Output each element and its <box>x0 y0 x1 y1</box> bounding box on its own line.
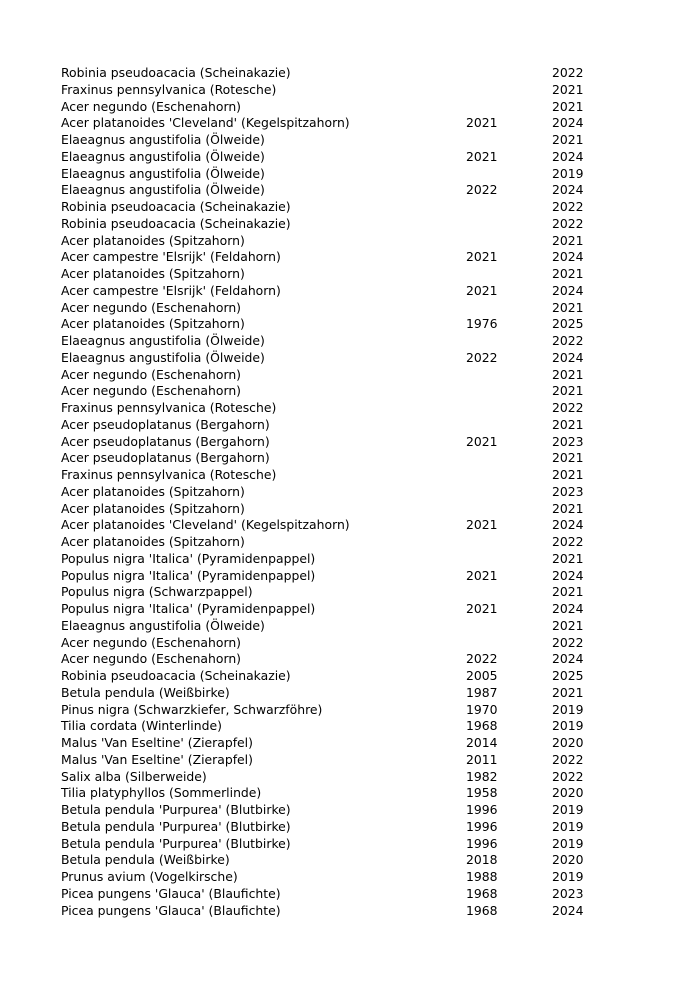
species-cell: Acer platanoides (Spitzahorn) <box>61 232 245 248</box>
species-cell: Betula pendula 'Purpurea' (Blutbirke) <box>61 818 291 834</box>
inspection-year-cell: 2019 <box>552 869 584 884</box>
planting-year-cell: 2021 <box>466 601 498 616</box>
inspection-year-cell: 2021 <box>552 467 584 482</box>
species-cell: Acer negundo (Eschenahorn) <box>61 98 242 114</box>
inspection-year-cell: 2020 <box>552 785 584 801</box>
species-cell: Elaeagnus angustifolia (Ölweide) <box>61 182 265 198</box>
table-row <box>61 216 601 233</box>
planting-year-cell: 2021 <box>466 282 498 298</box>
species-cell: Populus nigra (Schwarzpappel) <box>61 584 253 600</box>
species-cell: Robinia pseudoacacia (Scheinakazie) <box>61 215 291 231</box>
planting-year-cell: 1976 <box>466 316 498 332</box>
table-row <box>61 618 601 635</box>
inspection-year-cell: 2021 <box>552 383 584 399</box>
inspection-year-cell: 2021 <box>552 132 584 147</box>
planting-year-cell: 2022 <box>466 349 498 365</box>
table-row <box>61 668 601 685</box>
species-cell: Acer campestre 'Elsrijk' (Feldahorn) <box>61 249 281 265</box>
species-cell: Acer platanoides 'Cleveland' (Kegelspitzahorn) <box>61 517 350 533</box>
inspection-year-cell: 2022 <box>552 400 584 415</box>
species-cell: Tilia cordata (Winterlinde) <box>61 718 222 734</box>
inspection-year-cell: 2021 <box>552 550 584 566</box>
planting-year-cell: 2021 <box>466 517 498 533</box>
species-cell: Robinia pseudoacacia (Scheinakazie) <box>61 65 291 80</box>
table-row <box>61 769 601 786</box>
planting-year-cell: 1982 <box>466 768 498 784</box>
species-cell: Robinia pseudoacacia (Scheinakazie) <box>61 668 291 683</box>
table-row <box>61 199 601 216</box>
table-row <box>61 350 601 367</box>
table-row <box>61 367 601 384</box>
table-row <box>61 819 601 836</box>
planting-year-cell: 2018 <box>466 852 498 868</box>
inspection-year-cell: 2024 <box>552 601 584 616</box>
species-cell: Betula pendula 'Purpurea' (Blutbirke) <box>61 802 291 817</box>
species-cell: Elaeagnus angustifolia (Ölweide) <box>61 132 265 147</box>
inspection-year-cell: 2019 <box>552 802 584 817</box>
planting-year-cell: 2021 <box>466 249 498 265</box>
planting-year-cell: 2022 <box>466 182 498 198</box>
species-cell: Betula pendula (Weißbirke) <box>61 852 230 868</box>
inspection-year-cell: 2020 <box>552 735 584 750</box>
planting-year-cell: 1996 <box>466 802 498 817</box>
inspection-year-cell: 2019 <box>552 701 584 717</box>
table-row <box>61 166 601 183</box>
inspection-year-cell: 2021 <box>552 98 584 114</box>
species-cell: Acer pseudoplatanus (Bergahorn) <box>61 450 270 466</box>
inspection-year-cell: 2022 <box>552 333 584 348</box>
table-row <box>61 484 601 501</box>
species-cell: Populus nigra 'Italica' (Pyramidenpappel) <box>61 567 316 583</box>
planting-year-cell: 1968 <box>466 902 498 918</box>
inspection-year-cell: 2024 <box>552 567 584 583</box>
inspection-year-cell: 2022 <box>552 634 584 650</box>
species-cell: Elaeagnus angustifolia (Ölweide) <box>61 617 265 633</box>
table-row <box>61 115 601 132</box>
inspection-year-cell: 2019 <box>552 835 584 851</box>
inspection-year-cell: 2021 <box>552 266 584 281</box>
table-row <box>61 852 601 869</box>
inspection-year-cell: 2021 <box>552 450 584 466</box>
table-row <box>61 635 601 652</box>
inspection-year-cell: 2021 <box>552 81 584 97</box>
table-row <box>61 785 601 802</box>
species-cell: Prunus avium (Vogelkirsche) <box>61 869 238 884</box>
species-cell: Acer pseudoplatanus (Bergahorn) <box>61 416 270 432</box>
species-cell: Betula pendula 'Purpurea' (Blutbirke) <box>61 835 291 851</box>
species-cell: Populus nigra 'Italica' (Pyramidenpappel) <box>61 601 316 616</box>
table-row <box>61 517 601 534</box>
table-row <box>61 132 601 149</box>
species-cell: Picea pungens 'Glauca' (Blaufichte) <box>61 902 281 918</box>
inspection-year-cell: 2019 <box>552 818 584 834</box>
inspection-year-cell: 2024 <box>552 902 584 918</box>
planting-year-cell: 1968 <box>466 885 498 901</box>
planting-year-cell: 1987 <box>466 684 498 700</box>
species-cell: Fraxinus pennsylvanica (Rotesche) <box>61 81 277 97</box>
inspection-year-cell: 2021 <box>552 299 584 315</box>
species-cell: Elaeagnus angustifolia (Ölweide) <box>61 165 265 181</box>
table-row <box>61 316 601 333</box>
species-cell: Salix alba (Silberweide) <box>61 768 207 784</box>
table-row <box>61 467 601 484</box>
table-row <box>61 869 601 886</box>
planting-year-cell: 2021 <box>466 567 498 583</box>
inspection-year-cell: 2021 <box>552 416 584 432</box>
inspection-year-cell: 2021 <box>552 232 584 248</box>
table-row <box>61 434 601 451</box>
table-row <box>61 383 601 400</box>
species-cell: Picea pungens 'Glauca' (Blaufichte) <box>61 885 281 901</box>
species-cell: Acer campestre 'Elsrijk' (Feldahorn) <box>61 282 281 298</box>
species-cell: Malus 'Van Eseltine' (Zierapfel) <box>61 735 253 750</box>
species-cell: Acer platanoides (Spitzahorn) <box>61 266 245 281</box>
inspection-year-cell: 2021 <box>552 684 584 700</box>
planting-year-cell: 1996 <box>466 835 498 851</box>
inspection-year-cell: 2024 <box>552 651 584 667</box>
table-row <box>61 333 601 350</box>
inspection-year-cell: 2022 <box>552 751 584 767</box>
table-row <box>61 568 601 585</box>
species-cell: Acer platanoides (Spitzahorn) <box>61 316 245 332</box>
table-row <box>61 99 601 116</box>
species-cell: Elaeagnus angustifolia (Ölweide) <box>61 349 265 365</box>
table-row <box>61 249 601 266</box>
species-cell: Fraxinus pennsylvanica (Rotesche) <box>61 467 277 482</box>
species-cell: Acer pseudoplatanus (Bergahorn) <box>61 433 270 449</box>
species-cell: Acer negundo (Eschenahorn) <box>61 383 242 399</box>
species-cell: Acer negundo (Eschenahorn) <box>61 366 242 382</box>
inspection-year-cell: 2024 <box>552 249 584 265</box>
table-row <box>61 551 601 568</box>
tree-list-table <box>61 65 601 919</box>
planting-year-cell: 1988 <box>466 869 498 884</box>
species-cell: Acer platanoides (Spitzahorn) <box>61 483 245 499</box>
species-cell: Fraxinus pennsylvanica (Rotesche) <box>61 400 277 415</box>
planting-year-cell: 2014 <box>466 735 498 750</box>
table-row <box>61 182 601 199</box>
planting-year-cell: 2022 <box>466 651 498 667</box>
table-row <box>61 752 601 769</box>
inspection-year-cell: 2021 <box>552 366 584 382</box>
planting-year-cell: 2021 <box>466 433 498 449</box>
inspection-year-cell: 2019 <box>552 165 584 181</box>
planting-year-cell: 1958 <box>466 785 498 801</box>
inspection-year-cell: 2019 <box>552 718 584 734</box>
table-row <box>61 233 601 250</box>
inspection-year-cell: 2022 <box>552 215 584 231</box>
species-cell: Tilia platyphyllos (Sommerlinde) <box>61 785 262 801</box>
species-cell: Elaeagnus angustifolia (Ölweide) <box>61 333 265 348</box>
table-row <box>61 149 601 166</box>
inspection-year-cell: 2020 <box>552 852 584 868</box>
species-cell: Acer platanoides 'Cleveland' (Kegelspitzahorn) <box>61 115 350 131</box>
inspection-year-cell: 2024 <box>552 115 584 131</box>
inspection-year-cell: 2024 <box>552 282 584 298</box>
species-cell: Elaeagnus angustifolia (Ölweide) <box>61 148 265 164</box>
planting-year-cell: 2011 <box>466 751 498 767</box>
species-cell: Acer negundo (Eschenahorn) <box>61 634 242 650</box>
table-row <box>61 584 601 601</box>
table-row <box>61 450 601 467</box>
species-cell: Populus nigra 'Italica' (Pyramidenpappel) <box>61 550 316 566</box>
table-row <box>61 802 601 819</box>
inspection-year-cell: 2022 <box>552 768 584 784</box>
table-row <box>61 417 601 434</box>
planting-year-cell: 1996 <box>466 818 498 834</box>
table-row <box>61 501 601 518</box>
table-row <box>61 836 601 853</box>
species-cell: Malus 'Van Eseltine' (Zierapfel) <box>61 751 253 767</box>
species-cell: Acer platanoides (Spitzahorn) <box>61 500 245 516</box>
inspection-year-cell: 2022 <box>552 65 584 80</box>
inspection-year-cell: 2025 <box>552 316 584 332</box>
inspection-year-cell: 2023 <box>552 433 584 449</box>
inspection-year-cell: 2024 <box>552 517 584 533</box>
table-row <box>61 283 601 300</box>
species-cell: Acer negundo (Eschenahorn) <box>61 299 242 315</box>
planting-year-cell: 2021 <box>466 148 498 164</box>
table-row <box>61 718 601 735</box>
species-cell: Robinia pseudoacacia (Scheinakazie) <box>61 199 291 214</box>
species-cell: Betula pendula (Weißbirke) <box>61 684 230 700</box>
table-row <box>61 685 601 702</box>
inspection-year-cell: 2021 <box>552 617 584 633</box>
table-row <box>61 82 601 99</box>
planting-year-cell: 2005 <box>466 668 498 683</box>
inspection-year-cell: 2021 <box>552 500 584 516</box>
table-row <box>61 651 601 668</box>
inspection-year-cell: 2022 <box>552 199 584 214</box>
table-row <box>61 735 601 752</box>
species-cell: Pinus nigra (Schwarzkiefer, Schwarzföhre) <box>61 701 323 717</box>
species-cell: Acer negundo (Eschenahorn) <box>61 651 242 667</box>
inspection-year-cell: 2023 <box>552 885 584 901</box>
inspection-year-cell: 2024 <box>552 182 584 198</box>
inspection-year-cell: 2025 <box>552 668 584 683</box>
inspection-year-cell: 2023 <box>552 483 584 499</box>
inspection-year-cell: 2021 <box>552 584 584 600</box>
inspection-year-cell: 2024 <box>552 349 584 365</box>
species-cell: Acer platanoides (Spitzahorn) <box>61 534 245 549</box>
table-row <box>61 601 601 618</box>
inspection-year-cell: 2024 <box>552 148 584 164</box>
table-row <box>61 300 601 317</box>
inspection-year-cell: 2022 <box>552 534 584 549</box>
table-row <box>61 903 601 920</box>
table-row <box>61 702 601 719</box>
table-row <box>61 400 601 417</box>
table-row <box>61 534 601 551</box>
table-row <box>61 886 601 903</box>
table-row <box>61 266 601 283</box>
planting-year-cell: 1970 <box>466 701 498 717</box>
planting-year-cell: 2021 <box>466 115 498 131</box>
planting-year-cell: 1968 <box>466 718 498 734</box>
table-row <box>61 65 601 82</box>
